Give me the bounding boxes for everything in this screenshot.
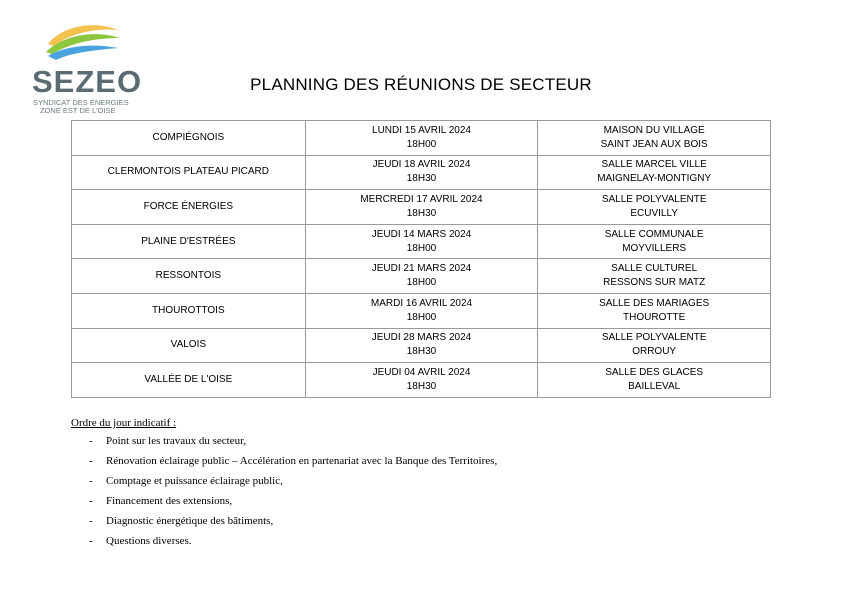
date-text: MERCREDI 17 AVRIL 2024 — [360, 193, 483, 205]
agenda-item-text: Comptage et puissance éclairage public, — [106, 475, 283, 487]
time-text: 18H00 — [406, 311, 437, 323]
list-item — [89, 454, 497, 468]
sezeo-logo — [30, 22, 143, 117]
town-text: MOYVILLERS — [622, 242, 687, 254]
date-text: JEUDI 04 AVRIL 2024 — [372, 366, 471, 378]
date-cell — [305, 259, 538, 294]
agenda-item-text: Rénovation éclairage public – Accélération en partenariat avec la Banque des Territoires, — [106, 455, 498, 467]
bullet-dash: - — [89, 515, 93, 527]
date-cell — [305, 121, 538, 156]
time-text: 18H30 — [406, 207, 437, 219]
date-text: JEUDI 14 MARS 2024 — [371, 228, 472, 240]
logo-waves-icon — [42, 22, 122, 66]
venue-text: SALLE DES MARIAGES — [599, 297, 710, 309]
table-row — [72, 293, 771, 328]
location-cell — [538, 121, 771, 156]
date-cell — [305, 328, 538, 363]
secteur-cell: PLAINE D'ESTRÉES — [72, 224, 306, 259]
table-row — [72, 259, 771, 294]
logo-subtitle-1: SYNDICAT DES ÉNERGIES — [33, 98, 129, 107]
time-text: 18H30 — [406, 380, 437, 392]
town-text: THOUROTTE — [623, 311, 686, 323]
date-text: JEUDI 21 MARS 2024 — [371, 263, 472, 275]
agenda-title: Ordre du jour indicatif : — [71, 417, 177, 429]
time-text: 18H00 — [406, 277, 437, 289]
table-row — [72, 328, 771, 363]
date-cell — [305, 224, 538, 259]
logo-subtitle-2: ZONE EST DE L'OISE — [40, 106, 116, 115]
agenda-item-text: Diagnostic énergétique des bâtiments, — [106, 515, 274, 527]
secteur-cell: CLERMONTOIS PLATEAU PICARD — [72, 155, 306, 190]
venue-text: MAISON DU VILLAGE — [603, 124, 705, 136]
secteur-cell: RESSONTOIS — [72, 259, 306, 294]
location-cell — [538, 363, 771, 398]
time-text: 18H30 — [406, 346, 437, 358]
bullet-dash: - — [89, 495, 93, 507]
bullet-dash: - — [89, 475, 93, 487]
secteur-cell: THOUROTTOIS — [72, 293, 306, 328]
time-text: 18H00 — [406, 242, 437, 254]
venue-text: SALLE COMMUNALE — [604, 228, 704, 240]
bullet-dash: - — [89, 435, 93, 447]
list-item — [89, 494, 497, 508]
venue-text: SALLE POLYVALENTE — [601, 193, 707, 205]
date-cell — [305, 155, 538, 190]
table-row — [72, 363, 771, 398]
table-row — [72, 190, 771, 225]
date-cell — [305, 363, 538, 398]
venue-text: SALLE MARCEL VILLE — [601, 159, 707, 171]
list-item — [89, 434, 497, 448]
secteur-cell: FORCE ÉNERGIES — [72, 190, 306, 225]
date-text: JEUDI 28 MARS 2024 — [371, 332, 472, 344]
date-cell — [305, 293, 538, 328]
venue-text: SALLE POLYVALENTE — [601, 332, 707, 344]
venue-text: SALLE DES GLACES — [605, 366, 704, 378]
town-text: BAILLEVAL — [628, 380, 681, 392]
location-cell — [538, 328, 771, 363]
table-row — [72, 155, 771, 190]
agenda-item-text: Point sur les travaux du secteur, — [106, 435, 247, 447]
planning-table — [71, 120, 771, 398]
date-cell — [305, 190, 538, 225]
list-item — [89, 534, 497, 548]
page-title: PLANNING DES RÉUNIONS DE SECTEUR — [250, 75, 592, 94]
agenda-item-text: Financement des extensions, — [106, 495, 233, 507]
list-item — [89, 474, 497, 488]
town-text: MAIGNELAY-MONTIGNY — [597, 173, 712, 185]
time-text: 18H00 — [406, 138, 437, 150]
bullet-dash: - — [89, 535, 93, 547]
town-text: ORROUY — [632, 346, 677, 358]
agenda — [71, 416, 497, 554]
date-text: MARDI 16 AVRIL 2024 — [370, 297, 473, 309]
location-cell — [538, 224, 771, 259]
date-text: JEUDI 18 AVRIL 2024 — [372, 159, 471, 171]
secteur-cell: VALLÉE DE L'OISE — [72, 363, 306, 398]
location-cell — [538, 155, 771, 190]
agenda-item-text: Questions diverses. — [106, 535, 192, 547]
venue-text: SALLE CULTUREL — [611, 263, 698, 275]
bullet-dash: - — [89, 455, 93, 467]
logo-wordmark: SEZEO — [32, 64, 143, 99]
secteur-cell: VALOIS — [72, 328, 306, 363]
date-text: LUNDI 15 AVRIL 2024 — [372, 124, 471, 136]
agenda-list — [89, 434, 497, 548]
table-row — [72, 224, 771, 259]
town-text: SAINT JEAN AUX BOIS — [600, 138, 708, 150]
location-cell — [538, 293, 771, 328]
location-cell — [538, 259, 771, 294]
secteur-cell: COMPIÉGNOIS — [72, 121, 306, 156]
town-text: RESSONS SUR MATZ — [603, 277, 706, 289]
location-cell — [538, 190, 771, 225]
town-text: ECUVILLY — [630, 207, 678, 219]
time-text: 18H30 — [406, 173, 437, 185]
table-row — [72, 121, 771, 156]
list-item — [89, 514, 497, 528]
